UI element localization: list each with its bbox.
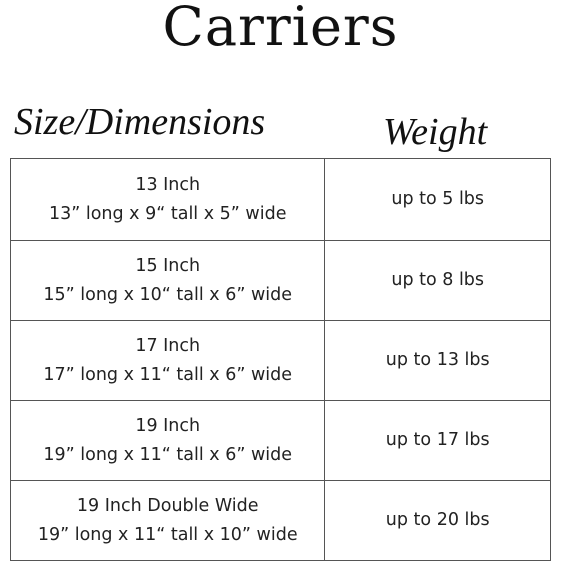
- carrier-size-name: 17 Inch: [135, 335, 201, 356]
- carrier-dimensions: 19” long x 11“ tall x 10” wide: [37, 524, 298, 545]
- carrier-weight: up to 20 lbs: [385, 510, 490, 530]
- weight-cell: [325, 481, 551, 560]
- weight-cell: [325, 159, 551, 240]
- weight-cell: [325, 321, 551, 400]
- carrier-dimensions: 19” long x 11“ tall x 6” wide: [43, 444, 293, 465]
- size-cell: [11, 159, 325, 240]
- table-row: [11, 321, 551, 401]
- table-row: [11, 401, 551, 481]
- carrier-weight: up to 5 lbs: [391, 189, 485, 209]
- size-cell: [11, 481, 325, 560]
- carrier-weight: up to 13 lbs: [385, 350, 490, 370]
- size-column-header: Size/Dimensions: [14, 101, 266, 143]
- weight-cell: [325, 401, 551, 480]
- carriers-table: [10, 158, 551, 561]
- carrier-size-name: 19 Inch Double Wide: [76, 495, 259, 516]
- carrier-size-name: 15 Inch: [135, 255, 201, 276]
- carrier-dimensions: 15” long x 10“ tall x 6” wide: [43, 284, 293, 305]
- carrier-weight: up to 8 lbs: [391, 270, 485, 290]
- table-row: [11, 159, 551, 241]
- table-row: [11, 241, 551, 321]
- carrier-dimensions: 13” long x 9“ tall x 5” wide: [48, 203, 287, 224]
- weight-column-header: Weight: [383, 111, 488, 153]
- carrier-size-name: 13 Inch: [135, 174, 201, 195]
- size-cell: [11, 241, 325, 320]
- carrier-size-name: 19 Inch: [135, 415, 201, 436]
- page-title: Carriers: [162, 0, 399, 58]
- carrier-dimensions: 17” long x 11“ tall x 6” wide: [43, 364, 293, 385]
- size-cell: [11, 401, 325, 480]
- carrier-weight: up to 17 lbs: [385, 430, 490, 450]
- weight-cell: [325, 241, 551, 320]
- table-row: [11, 481, 551, 561]
- size-cell: [11, 321, 325, 400]
